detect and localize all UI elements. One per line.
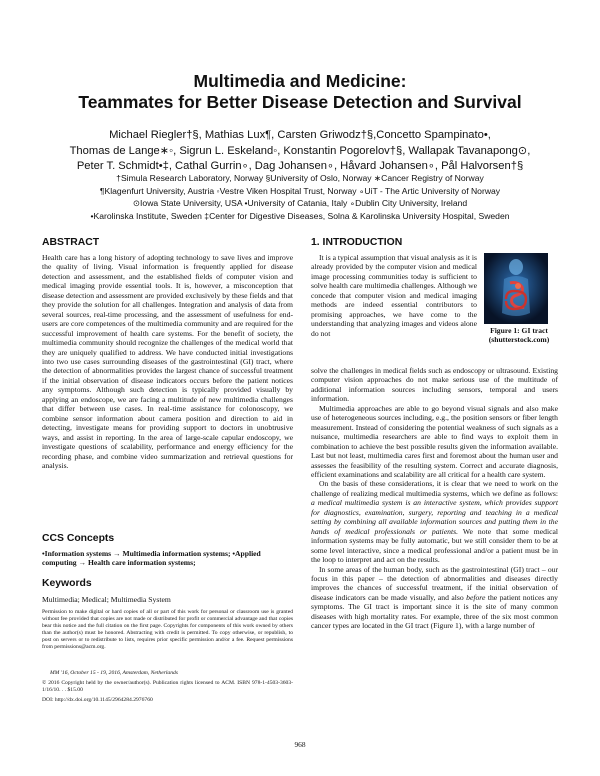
ccs-text: •Information systems → Multimedia information systems; •Applied computing → Health care information systems; [42,549,261,568]
doi-line: DOI: http://dx.doi.org/10.1145/2964284.2976760 [42,697,153,703]
author-line: Michael Riegler†§, Mathias Lux¶, Carsten Griwodz†§,Concetto Spampinato•, [109,129,491,141]
gi-tract-figure [484,253,548,324]
abstract-paragraph: Health care has a long history of adopting technology to save lives and improve the quality of living. Visual information is frequently applied for disease detection and assessment, and the established fields of computer vision and medical imaging provide essential tools. It is, however, a misconception that disease detection and assessment are provided exclusively by these fields and that they provide the solution for all challenges. Integration and analysis of data from several sources, real-time processing, and the assessment of usefulness for end-users are core competences of the multimedia community and are required for the successful improvement of health care systems. For the benefit of society, the multimedia community should recognize the challenges of the medical world that they are uniquely qualified to address. We have conducted initial investigations into two use cases surrounding diseases of the gastrointestinal (GI) tract, where the detection of abnormalities provides the largest chance of successful treatment if the initial observation of disease indicators occurs before the patient notices any symptoms. Although such detection is typically provided visually by applying an endoscope, we are facing a multitude of new multimedia challenges that differ between use cases. In real-time assistance for colonoscopy, we combine sensor information about camera position and direction to aid in detecting, investigate means for providing support to doctors in unobtrusive ways, and assist in reporting. In the area of large-scale capular endoscopy, we investigate questions of scalability, performance and energy efficiency for the recording phase, and combine video summarization and retrieval questions for analysis. [42,253,293,470]
intro-heading: 1. INTRODUCTION [311,237,403,248]
intro-p1-wide: solve the challenges in medical fields such as endoscopy or ultrasound. Existing computer vision approaches do not make serious use of the multitude of additional information sources including sensors, temporal and users information. [311,366,558,404]
intro-p2: Multimedia approaches are able to go beyond visual signals and also make use of heterogeneous sources including, e.g., the position sensors or fiber length measurement. Instead of considering the potential weakness of such signals as a nuisance, multimedia researchers are able to find ways to exploit them in combination to achieve the best possible results given the information available. Last but not least, multimedia cares first and foremost about the human user and assesses the feasibility of the resulting system. Correct and accurate diagnosis, efficient examinations and scalability are all critical for a health care system. [311,403,558,479]
paper-title-line2: Teammates for Better Disease Detection and Survival [78,92,522,112]
venue-text: MM '16, October 15 - 19, 2016, Amsterdam, Netherlands [50,670,178,676]
abstract-text [42,253,293,470]
author-list [40,128,560,175]
intro-body [311,366,558,631]
author-line: Peter T. Schmidt•‡, Cathal Gurrin∘, Dag Johansen∘, Håvard Johansen∘, Pål Halvorsen†§ [76,160,524,172]
intro-paragraph-narrow [311,253,477,338]
author-line: Thomas de Lange∗◦, Sigrun L. Eskeland◦, Konstantin Pogorelov†§, Wallapak Tavanapong⊙, [69,144,531,157]
intro-p1-narrow: It is a typical assumption that visual analysis as it is already provided by the computer vision and medical image processing communities today is sufficient to solve health care multimedia challenges. Although we concede that computer vision and medical imaging methods are indeed essential contributors to promising approaches, we have come to the understanding that analyzing images and videos alone do not [311,253,477,338]
keywords-text: Multimedia; Medical; Multimedia System [42,595,171,604]
copyright-notice: © 2016 Copyright held by the owner/author(s). Publication rights licensed to ACM. ISBN 978-1-4503-3603-1/16/10. . . $15.00 [42,680,293,693]
ccs-heading: CCS Concepts [42,533,115,544]
abstract-heading: ABSTRACT [42,237,100,248]
paper-title-line1: Multimedia and Medicine: [193,71,407,91]
intro-p3-a: On the basis of these considerations, it is clear that we need to work on the challenge of realizing medical multimedia systems, which we define as follows: [311,479,558,498]
affiliation-line: ⊙Iowa State University, USA •University of Catania, Italy ∘Dublin City University, Ireland [132,198,468,209]
venue-line [50,670,293,677]
intro-p4-a: In some areas of the human body, such as the gastrointestinal (GI) tract – our focus in this paper – the detection of abnormalities and diseases directly improves the chances of successful treatment, if the initial observation of disease indicators can be made visually, and also [311,564,558,602]
affiliation-list [20,172,580,222]
figure-caption: Figure 1: GI tract (shutterstock.com) [488,326,550,345]
affiliation-line: †Simula Research Laboratory, Norway §University of Oslo, Norway ∗Cancer Registry of Norway [116,173,484,183]
intro-p3 [311,479,558,564]
intro-p4-b: the patient notices any symptoms. The GI tract is important since it is the site of many common diseases with high mortality rates. For example, three of the six most common cancer types are located in the GI tract (Figure 1), with a large number of [311,592,558,631]
page-number: 968 [294,740,306,749]
intro-p3-definition: a medical multimedia system is an interactive system, which provides support for diagnostics, examination, surgery, reporting and teaching in a medical setting by combining all available information sources and putting them in the hands of medical professionals or patients. [311,498,558,536]
intro-p4-emphasis: before [466,592,486,602]
intro-p3-b: We note that some medical information systems may be fully automatic, but we still consider them to be at some level interactive, since a medical professional and/or a patient must be in the loop to interpret and act on the results. [311,526,558,565]
keywords-heading: Keywords [42,578,92,589]
affiliation-line: ¶Klagenfurt University, Austria ◦Vestre Viken Hospital Trust, Norway ∘UiT - The Artic University of Norway [99,185,501,196]
gi-tract-illustration-icon [484,253,548,324]
affiliation-line: •Karolinska Institute, Sweden ‡Center for Digestive Diseases, Solna & Karolinska University Hospital, Sweden [90,210,510,221]
intro-p4 [311,565,558,631]
permission-notice: Permission to make digital or hard copies of all or part of this work for personal or classroom use is granted without fee provided that copies are not made or distributed for profit or commercial advantage and that copies bear this notice and the full citation on the first page. Copyrights for components of this work owned by others than the author(s) must be honored. Abstracting with credit is permitted. To copy otherwise, or republish, to post on servers or to redistribute to lists, requires prior specific permission and/or a fee. Request permissions from permissions@acm.org. [42,609,293,650]
